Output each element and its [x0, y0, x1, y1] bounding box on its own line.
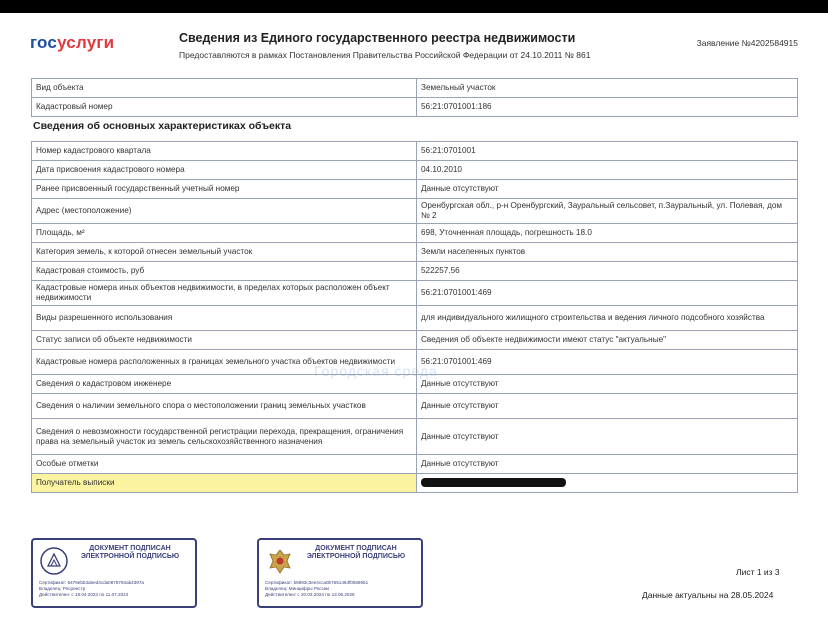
- table-row: [32, 98, 798, 117]
- table-row: [32, 455, 798, 474]
- recipient-row: [32, 474, 798, 493]
- row-value: Данные отсутствуют: [417, 375, 798, 394]
- row-label: Особые отметки: [32, 455, 417, 474]
- table-row: [32, 306, 798, 331]
- recipient-label: Получатель выписки: [32, 474, 417, 493]
- stamp-valid: Действителен: с 18.04.2023 по 11.07.2024: [39, 592, 129, 597]
- section-title: Сведения об основных характеристиках объекта: [33, 120, 292, 132]
- row-label: Номер кадастрового квартала: [32, 142, 417, 161]
- object-table: [31, 78, 798, 117]
- table-row: [32, 224, 798, 243]
- row-value: 56:21:0701001:469: [417, 281, 798, 306]
- document-title: Сведения из Единого государственного реестра недвижимости: [179, 31, 576, 45]
- row-value: Данные отсутствуют: [417, 394, 798, 419]
- characteristics-table: [31, 141, 798, 493]
- data-date: Данные актуальны на 28.05.2024: [642, 590, 774, 600]
- coat-of-arms-icon: [265, 546, 295, 576]
- row-value: 522257.56: [417, 262, 798, 281]
- stamp-heading: ДОКУМЕНТ ПОДПИСАН ЭЛЕКТРОННОЙ ПОДПИСЬЮ: [306, 545, 406, 560]
- stamp-owner: Владелец: Росреестр: [39, 586, 86, 591]
- rosreestr-emblem-icon: [39, 546, 69, 576]
- row-label: Дата присвоения кадастрового номера: [32, 161, 417, 180]
- application-number: Заявление №4202584915: [696, 38, 798, 48]
- document-page: [14, 13, 820, 611]
- row-value: 56:21:0701001:186: [417, 98, 798, 117]
- table-row: [32, 419, 798, 455]
- row-label: Кадастровые номера расположенных в границах земельного участка объектов недвижимости: [32, 350, 417, 375]
- table-row: [32, 375, 798, 394]
- row-label: Кадастровый номер: [32, 98, 417, 117]
- row-label: Статус записи об объекте недвижимости: [32, 331, 417, 350]
- gosuslugi-logo: госуслуги: [30, 33, 115, 52]
- table-row: [32, 180, 798, 199]
- table-row: [32, 161, 798, 180]
- row-value: Земли населенных пунктов: [417, 243, 798, 262]
- row-label: Адрес (местоположение): [32, 199, 417, 224]
- row-value: 56:21:0701001: [417, 142, 798, 161]
- table-row: [32, 243, 798, 262]
- row-value: Земельный участок: [417, 79, 798, 98]
- signature-stamp-rosreestr: [31, 538, 197, 608]
- row-label: Виды разрешенного использования: [32, 306, 417, 331]
- row-value: Оренбургская обл., р-н Оренбургский, Зауральный сельсовет, п.Зауральный, ул. Полевая, дом № 2: [417, 199, 798, 224]
- row-label: Кадастровые номера иных объектов недвижимости, в пределах которых расположен объект недвижимости: [32, 281, 417, 306]
- row-value: Данные отсутствуют: [417, 419, 798, 455]
- stamp-details: [265, 580, 417, 598]
- row-value: 56:21:0701001:469: [417, 350, 798, 375]
- row-value: Данные отсутствуют: [417, 455, 798, 474]
- row-value: 04.10.2010: [417, 161, 798, 180]
- table-row: [32, 331, 798, 350]
- top-black-bar: [0, 0, 828, 13]
- table-row: [32, 281, 798, 306]
- row-value: 698, Уточненная площадь, погрешность 18.0: [417, 224, 798, 243]
- stamp-cert: Сертификат: 6476ebb3a5ed4cda0878794ab4397a: [39, 580, 144, 585]
- document-subtitle: Предоставляются в рамках Постановления Правительства Российской Федерации от 24.10.2011 № 861: [179, 50, 591, 60]
- row-label: Площадь, м²: [32, 224, 417, 243]
- redaction-mark: [421, 478, 566, 487]
- row-label: Ранее присвоенный государственный учетный номер: [32, 180, 417, 199]
- row-label: Сведения о невозможности государственной регистрации перехода, прекращения, ограничения права на земельный участок из земель сельскохозяйственного назначения: [32, 419, 417, 455]
- signature-stamp-mintsifry: [257, 538, 423, 608]
- table-row: [32, 79, 798, 98]
- row-label: Кадастровая стоимость, руб: [32, 262, 417, 281]
- stamp-heading: ДОКУМЕНТ ПОДПИСАН ЭЛЕКТРОННОЙ ПОДПИСЬЮ: [80, 545, 180, 560]
- row-value: Данные отсутствуют: [417, 180, 798, 199]
- stamp-owner: Владелец: Минцифры России: [265, 586, 329, 591]
- sheet-number: Лист 1 из 3: [736, 567, 780, 577]
- table-row: [32, 262, 798, 281]
- stamp-details: [39, 580, 191, 598]
- row-value: для индивидуального жилищного строительства и ведения личного подсобного хозяйства: [417, 306, 798, 331]
- row-label: Сведения о кадастровом инженере: [32, 375, 417, 394]
- table-row: [32, 142, 798, 161]
- row-label: Категория земель, к которой отнесен земельный участок: [32, 243, 417, 262]
- table-row: [32, 350, 798, 375]
- table-row: [32, 394, 798, 419]
- stamp-cert: Сертификат: b5893c3ee4cca0b7651464f0559551: [265, 580, 369, 585]
- watermark: Городская среда: [314, 363, 438, 379]
- row-label: Сведения о наличии земельного спора о местоположении границ земельных участков: [32, 394, 417, 419]
- recipient-value: [417, 474, 798, 493]
- stamp-valid: Действителен: с 20.03.2024 по 13.06.2025: [265, 592, 355, 597]
- row-value: Сведения об объекте недвижимости имеют статус "актуальные": [417, 331, 798, 350]
- table-row: [32, 199, 798, 224]
- row-label: Вид объекта: [32, 79, 417, 98]
